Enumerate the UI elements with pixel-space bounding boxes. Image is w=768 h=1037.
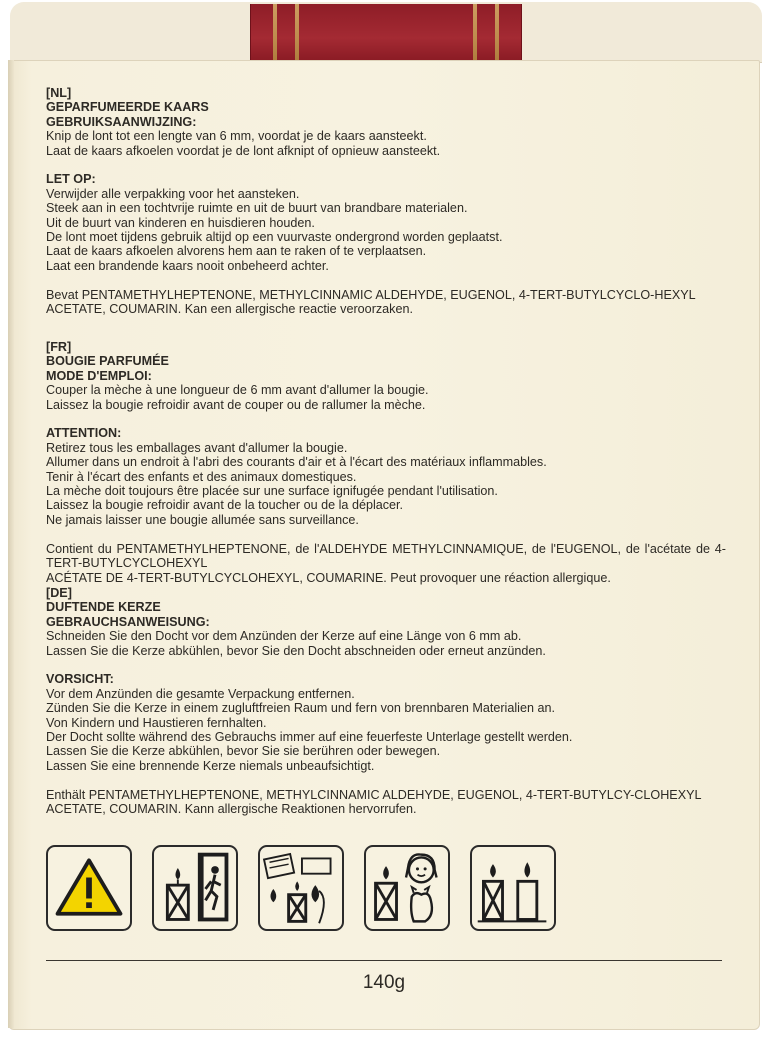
section-nl <box>46 86 726 317</box>
usage-line: Lassen Sie die Kerze abkühlen, bevor Sie den Docht abschneiden oder erneut anzünden. <box>46 643 546 658</box>
warning-line: Ne jamais laisser une bougie allumée sans surveillance. <box>46 512 359 527</box>
product-name: GEPARFUMEERDE KAARS <box>46 100 209 115</box>
warning-line: Vor dem Anzünden die gesamte Verpackung entfernen. <box>46 686 355 701</box>
warning-line: Der Docht sollte während des Gebrauchs immer auf eine feuerfeste Unterlage gestellt werden. <box>46 730 573 745</box>
warning-heading: LET OP: <box>46 172 96 187</box>
warning-line: Lassen Sie eine brennende Kerze niemals unbeaufsichtigt. <box>46 758 375 773</box>
usage-line: Schneiden Sie den Docht vor dem Anzünden der Kerze auf eine Länge von 6 mm ab. <box>46 629 522 644</box>
section-tag: [DE] <box>46 586 72 600</box>
box-side-edge <box>8 60 14 1028</box>
warning-heading: ATTENTION: <box>46 426 122 441</box>
warning-triangle-icon <box>46 845 132 931</box>
keep-distance-between-candles-icon <box>470 845 556 931</box>
warning-line: Von Kindern und Haustieren fernhalten. <box>46 715 267 730</box>
allergen-line: ACÉTATE DE 4-TERT-BUTYLCYCLOHEXYL, COUMARINE. Peut provoquer une réaction allergique. <box>46 570 611 585</box>
usage-line: Couper la mèche à une longueur de 6 mm avant d'allumer la bougie. <box>46 383 429 398</box>
product-name: BOUGIE PARFUMÉE <box>46 354 169 369</box>
net-weight: 140g <box>362 972 406 993</box>
warning-line: La mèche doit toujours être placée sur une surface ignifugée pendant l'utilisation. <box>46 484 498 499</box>
no-candle-near-flammables-icon <box>258 845 344 931</box>
product-name: DUFTENDE KERZE <box>46 600 161 615</box>
usage-heading: GEBRAUCHSANWEISUNG: <box>46 614 210 629</box>
section-fr <box>46 340 726 585</box>
warning-line: Zünden Sie die Kerze in einem zugluftfreien Raum und fern von brennbaren Materialien an. <box>46 701 555 716</box>
usage-heading: GEBRUIKSAANWIJZING: <box>46 114 197 129</box>
section-tag: [NL] <box>46 86 72 100</box>
usage-heading: MODE D'EMPLOI: <box>46 368 152 383</box>
warning-line: Laissez la bougie refroidir avant de la toucher ou de la déplacer. <box>46 498 404 513</box>
usage-line: Laat de kaars afkoelen voordat je de lont afknipt of opnieuw aansteekt. <box>46 143 441 158</box>
warning-line: Retirez tous les emballages avant d'allumer la bougie. <box>46 440 348 455</box>
allergen-line: Bevat PENTAMETHYLHEPTENONE, METHYLCINNAMIC ALDEHYDE, EUGENOL, 4-TERT-BUTYLCYCLO-HEXYL <box>46 287 696 302</box>
no-candle-near-draught-door-icon <box>152 845 238 931</box>
warning-line: Uit de buurt van kinderen en huisdieren houden. <box>46 215 315 230</box>
red-seal-label <box>250 4 522 61</box>
warning-line: Verwijder alle verpakking voor het aansteken. <box>46 186 300 201</box>
warning-line: Allumer dans un endroit à l'abri des courants d'air et à l'écart des matériaux inflammables. <box>46 455 547 470</box>
allergen-line: ACETATE, COUMARIN. Kann allergische Reaktionen hervorrufen. <box>46 802 417 817</box>
warning-heading: VORSICHT: <box>46 672 114 687</box>
warning-line: Laat de kaars afkoelen alvorens hem aan te raken of te verplaatsen. <box>46 244 427 259</box>
section-de <box>46 586 726 817</box>
allergen-line: Enthält PENTAMETHYLHEPTENONE, METHYLCINNAMIC ALDEHYDE, EUGENOL, 4-TERT-BUTYLCY-CLOHEXYL <box>46 787 702 802</box>
usage-line: Knip de lont tot een lengte van 6 mm, voordat je de kaars aansteekt. <box>46 129 427 144</box>
warning-line: Steek aan in een tochtvrije ruimte en uit de buurt van brandbare materialen. <box>46 201 468 216</box>
warning-line: Lassen Sie die Kerze abkühlen, bevor Sie sie berühren oder bewegen. <box>46 744 441 759</box>
allergen-line: ACETATE, COUMARIN. Kan een allergische reactie veroorzaken. <box>46 302 413 317</box>
warning-line: Laat een brandende kaars nooit onbeheerd achter. <box>46 258 329 273</box>
warning-line: De lont moet tijdens gebruik altijd op een vuurvaste ondergrond worden geplaatst. <box>46 230 503 245</box>
divider-line <box>46 960 722 961</box>
warning-line: Tenir à l'écart des enfants et des animaux domestiques. <box>46 469 357 484</box>
allergen-line: Contient du PENTAMETHYLHEPTENONE, de l'ALDEHYDE METHYLCINNAMIQUE, de l'EUGENOL, de l'acétate de 4-TERT-BUTYLCYCLOHEXYL <box>46 541 726 571</box>
usage-line: Laissez la bougie refroidir avant de couper ou de rallumer la mèche. <box>46 397 426 412</box>
keep-away-from-children-and-pets-icon <box>364 845 450 931</box>
section-tag: [FR] <box>46 340 72 354</box>
